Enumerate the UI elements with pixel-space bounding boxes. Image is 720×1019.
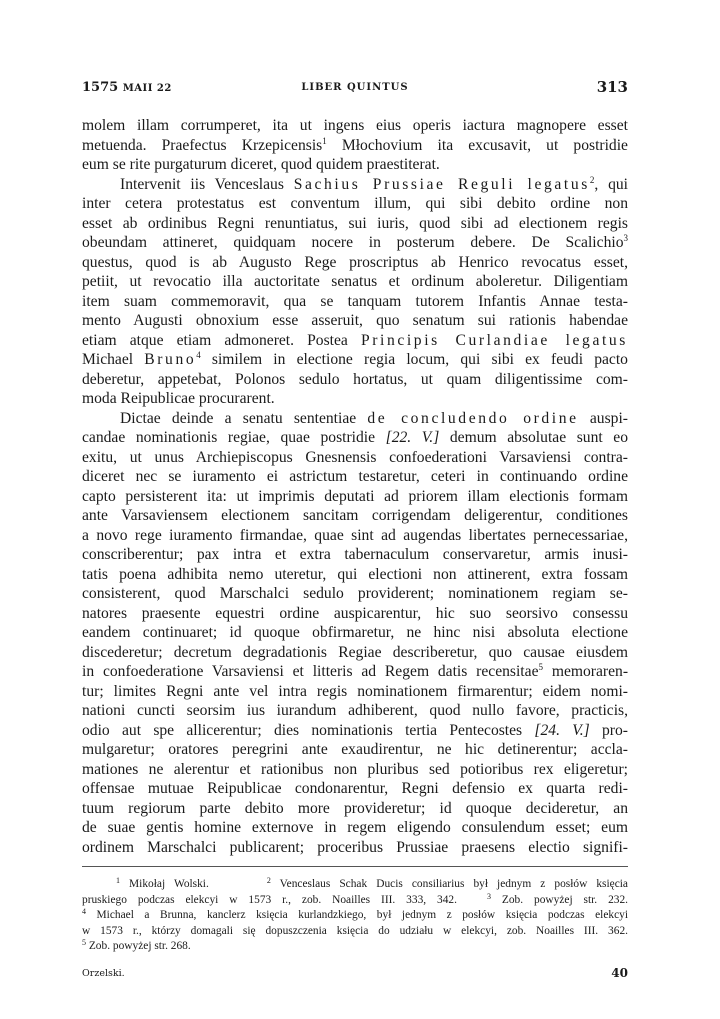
footnote-line: pruskiego podczas elekcyi w 1573 r., zob. Noailles III. 333, 342. $^3$ Zob. powyżej str. 232. <box>82 891 628 906</box>
header-year: 1575 <box>82 80 119 95</box>
text-line: de suae gentis homine externove in regem eligendo consulendum esset; eum <box>82 819 628 836</box>
text-line: ante Varsaviensem electionem sancitam corrigendam deligerentur, conditiones <box>82 507 628 524</box>
text-line: nationi cuncti seorsim ius iurandum adhiberent, quod nullo favore, practicis, <box>82 702 628 719</box>
text-line: item suam commemoravit, qua se tanquam tutorem Infantis Annae testa- <box>82 292 628 310</box>
footnotes <box>82 877 628 955</box>
text-line: eum se rite purgaturum diceret, quod quidem praestiterat. <box>82 156 440 173</box>
text-line: etiam atque etiam admoneret. Postea Principis Curlandiae legatus <box>82 331 628 349</box>
text-line: tur; limites Regni ante vel intra regis nominationem firmarentur; eidem nomi- <box>82 682 628 700</box>
text-line: mento Augusti obnoxium esse asseruit, quo senatum sui rationis habendae <box>82 312 628 329</box>
text-line: discederetur; decretum degradationis Regiae describeretur, quo causae eiusdem <box>82 643 628 661</box>
text-line: in confoederatione Varsaviensi et litteris ad Regem datis recensitae$^5$ memoraren- <box>82 662 629 680</box>
header-title: LIBER QUINTUS <box>301 82 409 93</box>
footnote-ref: 3 <box>623 233 628 243</box>
signature-mark: 40 <box>611 966 628 980</box>
footnote-line: $^1$ Mikołaj Wolski. $^2$ Venceslaus Schak Ducis consiliarius był jednym z posłów księcia <box>116 876 628 890</box>
text-line: Dictae deinde a senatu sententiae de concludendo ordine auspi- <box>120 409 628 427</box>
footnote-ref: 1 <box>322 135 327 146</box>
text-line: odio aut spe allicerentur; dies nominationis tertia Pentecostes [24. V.] pro- <box>82 721 628 739</box>
footnote-ref: 2 <box>589 174 595 185</box>
running-header <box>82 78 628 100</box>
page-number: 313 <box>596 78 628 96</box>
text-line: candae nominationis regiae, quae postridie [22. V.] demum absolutae sunt eo <box>82 429 628 446</box>
footnote-ref: 4 <box>196 350 201 360</box>
text-line: molem illam corrumperet, ita ut ingens eius operis iactura magnopere esset <box>82 117 628 134</box>
text-line: moda Reipublicae procurarent. <box>82 390 275 407</box>
text-line: capto persisterent ita: ut imprimis deputati ad priorem illam electionis formam <box>82 487 628 505</box>
text-line: exitu, ut unus Archiepiscopus Gnesnensis confoederationi Varsaviensi contra- <box>82 448 628 466</box>
page-footer <box>82 966 628 982</box>
footnote-divider <box>82 866 628 867</box>
footnote-line: $^5$ Zob. powyżej str. 268. <box>82 938 191 952</box>
header-month: MAII 22 <box>122 83 172 94</box>
text-line: esset ab ordinibus Regni renuntiatus, sui iuris, quod sibi ad electionem regis <box>82 214 628 232</box>
footer-author: Orzelski. <box>82 968 125 979</box>
footnote-line: w 1573 r., którzy domagali się dopuszczenia księcia do udziału w elekcyi, zob. Noailles III. 362. <box>82 924 628 937</box>
footnote-line: $^4$ Michael a Brunna, kanclerz księcia kurlandzkiego, był jednym z posłów księcia podczas elekcyi <box>82 907 628 921</box>
text-line: inter cetera protestatus est conventum illum, qui sibi debito ordine non <box>82 195 628 212</box>
text-line: natores praesente equestri ordine auspicarentur, hic suo seorsivo consessu <box>82 604 628 622</box>
footnote-ref: 5 <box>538 662 543 672</box>
main-text <box>82 116 628 857</box>
text-line: offensae mutuae Reipublicae condonarentur, Regni defensio ex quarta redi- <box>82 780 628 797</box>
text-line: mationes ne alerentur et rationibus non pluribus sed potioribus rex eligeretur; <box>82 760 628 778</box>
text-line: a novo rege iuramento firmandae, quae sint ad augendas libertates pernecessariae, <box>82 526 628 544</box>
text-line: tatis poena adhibita nemo uteretur, qui electioni non attinerent, extra fossam <box>82 565 628 583</box>
text-line: conscriberentur; pax intra et extra tabernaculum conservaretur, armis inusi- <box>82 546 628 563</box>
text-line: tuum regiorum parte debito more provideretur; id quoque decideretur, an <box>82 799 628 817</box>
text-line: Michael Bruno$^4$ similem in electione regia locum, qui sibi ex feudi pacto <box>82 350 628 368</box>
text-line: Intervenit iis Venceslaus Sachius Prussiae Reguli legatus$^2$, qui <box>120 174 628 193</box>
text-line: consisterent, quod Marschalci sedulo providerent; nominationem regiam se- <box>82 585 628 602</box>
text-line: mulgaretur; oratores peregrini ante exaudirentur, ne hic detinerentur; accla- <box>82 741 628 758</box>
text-line: petiit, ut revocatio illa auctoritate senatus et ordinum aboleretur. Diligentiam <box>82 273 628 290</box>
text-line: deberetur, appetebat, Polonos sedulo hortatus, ut quam diligentissime com- <box>82 370 628 388</box>
text-line: ordinem Marschalci publicarent; proceribus Prussiae praesens electio signifi- <box>82 838 628 856</box>
text-line: diceret nec se iuramento ei astrictum testaretur, ceteri in continuando ordine <box>82 468 628 485</box>
text-line: questus, quod is ab Augusto Rege proscriptus ab Henrico revocatus esset, <box>82 253 628 271</box>
text-line: obeundam attineret, quidquam nocere in posterum debere. De Scalichio$^3$ <box>82 233 628 251</box>
text-line: metuenda. Praefectus Krzepicensis$^1$ Młochovium ita excusavit, ut postridie <box>82 135 628 154</box>
text-line: eandem continuaret; id quoque obfirmaretur, ne hinc nisi absoluta electione <box>82 624 628 641</box>
